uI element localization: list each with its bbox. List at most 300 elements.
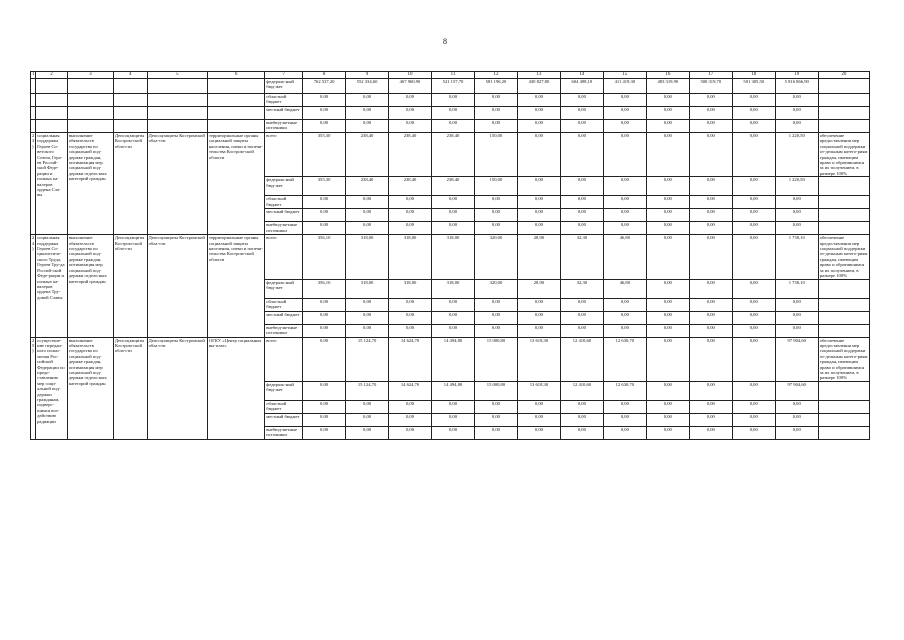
column-number: 10 (389, 72, 432, 79)
empty-cell (67, 107, 113, 120)
carry-row (31, 120, 870, 133)
column-number: 20 (818, 72, 869, 79)
item-result: обеспечение предоставления мер социальной поддержки от-дельным катего-риям граждан, имеющим право и обратившимся за их получением, в размере 100% (818, 235, 869, 279)
item-goal: выполнение обязательств государства по социальной под-держке граждан, оптимизация мер социальной под-держки отдель-ных категорий граждан (67, 133, 113, 235)
amount-cell: 0,00 (474, 107, 517, 120)
funding-source: областной бюджет (265, 94, 303, 107)
amount-cell: 0,00 (432, 196, 475, 209)
empty-cell (818, 298, 869, 311)
amount-cell: 0,00 (432, 426, 475, 439)
column-number: 18 (732, 72, 775, 79)
amount-cell: 0,00 (303, 107, 346, 120)
amount-cell: 318,00 (346, 279, 389, 298)
column-number: 15 (603, 72, 646, 79)
amount-cell: 0,00 (474, 120, 517, 133)
amount-cell: 97 904,60 (775, 337, 818, 381)
empty-cell (67, 79, 113, 94)
amount-cell: 0,00 (603, 177, 646, 196)
amount-cell: 0,00 (389, 120, 432, 133)
amount-cell: 0,00 (389, 196, 432, 209)
amount-cell: 0,00 (646, 107, 689, 120)
amount-cell: 0,00 (517, 298, 560, 311)
amount-cell: 0,00 (689, 196, 732, 209)
amount-cell: 0,00 (560, 413, 603, 426)
empty-cell (113, 79, 147, 94)
amount-cell: 356,10 (303, 279, 346, 298)
amount-cell: 430 827,80 (517, 79, 560, 94)
item-result: обеспечение предоставления мер социальной поддержки от-дельным катего-риям граждан, имеющим право и обратившимся за их получением, в размере 100% (818, 337, 869, 381)
column-number: 17 (689, 72, 732, 79)
amount-cell: 604 498,10 (560, 79, 603, 94)
amount-cell: 0,00 (646, 222, 689, 235)
amount-cell: 0,00 (474, 196, 517, 209)
amount-cell: 0,00 (646, 426, 689, 439)
amount-cell: 0,00 (646, 324, 689, 337)
item-name: осуществле-ние передан-ного полно-мочия Рос-сийской Федерации по предо-ставлению мер соци-альной под-держки гражданам, подверг-шимся воз-действию радиации (36, 337, 68, 439)
empty-cell (818, 177, 869, 196)
column-number: 6 (207, 72, 264, 79)
amount-cell: 0,00 (603, 196, 646, 209)
amount-cell: 0,00 (775, 413, 818, 426)
amount-cell: 0,00 (689, 311, 732, 324)
funding-source: федераль-ный бюд-жет (265, 381, 303, 400)
empty-cell (818, 107, 869, 120)
empty-cell (36, 107, 68, 120)
empty-cell (36, 94, 68, 107)
amount-cell: 28,90 (517, 235, 560, 279)
amount-cell: 0,00 (732, 324, 775, 337)
empty-cell (36, 120, 68, 133)
amount-cell: 467 960,90 (389, 79, 432, 94)
amount-cell: 0,00 (732, 120, 775, 133)
item-number: 24) (31, 235, 36, 337)
amount-cell: 0,00 (432, 413, 475, 426)
item-result: обеспечение предоставления мер социальной поддержки от-дельным катего-риям граждан, имеющим право и обратившимся за их получением, в размере 100% (818, 133, 869, 177)
amount-cell: 0,00 (517, 120, 560, 133)
amount-cell: 0,00 (474, 413, 517, 426)
amount-cell: 0,00 (732, 107, 775, 120)
amount-cell: 0,00 (303, 209, 346, 222)
amount-cell: 0,00 (517, 324, 560, 337)
amount-cell: 0,00 (389, 400, 432, 413)
amount-cell: 552 334,60 (346, 79, 389, 94)
amount-cell: 0,00 (303, 324, 346, 337)
column-number: 5 (147, 72, 207, 79)
empty-cell (818, 400, 869, 413)
column-number: 1 (32, 72, 35, 78)
amount-cell: 0,00 (389, 311, 432, 324)
column-number: 7 (265, 72, 303, 79)
amount-cell: 0,00 (432, 120, 475, 133)
column-number: 4 (113, 72, 147, 79)
amount-cell: 15 000,80 (474, 381, 517, 400)
amount-cell: 0,00 (775, 311, 818, 324)
amount-cell: 0,00 (646, 196, 689, 209)
amount-cell: 0,00 (646, 120, 689, 133)
amount-cell: 0,00 (432, 400, 475, 413)
amount-cell: 0,00 (303, 298, 346, 311)
amount-cell: 0,00 (646, 235, 689, 279)
amount-cell: 1 738,10 (775, 279, 818, 298)
amount-cell: 0,00 (689, 107, 732, 120)
amount-cell: 0,00 (689, 235, 732, 279)
amount-cell: 0,00 (389, 222, 432, 235)
amount-cell: 0,00 (732, 381, 775, 400)
amount-cell: 0,00 (689, 177, 732, 196)
amount-cell: 0,00 (346, 413, 389, 426)
amount-cell: 0,00 (732, 400, 775, 413)
amount-cell: 0,00 (646, 209, 689, 222)
amount-cell: 15 124,70 (346, 381, 389, 400)
amount-cell: 0,00 (346, 400, 389, 413)
amount-cell: 0,00 (646, 413, 689, 426)
amount-cell: 14 624,70 (389, 337, 432, 381)
amount-cell: 0,00 (560, 107, 603, 120)
amount-cell: 0,00 (689, 413, 732, 426)
amount-cell: 0,00 (432, 324, 475, 337)
amount-cell: 0,00 (732, 209, 775, 222)
amount-cell: 238,40 (346, 133, 389, 177)
amount-cell: 0,00 (517, 400, 560, 413)
amount-cell: 0,00 (689, 133, 732, 177)
amount-cell: 0,00 (775, 400, 818, 413)
amount-cell: 238,40 (389, 177, 432, 196)
empty-cell (818, 209, 869, 222)
amount-cell: 0,00 (432, 209, 475, 222)
amount-cell: 0,00 (560, 133, 603, 177)
amount-cell: 238,40 (432, 133, 475, 177)
empty-cell (207, 94, 264, 107)
amount-cell: 0,00 (775, 196, 818, 209)
amount-cell: 0,00 (474, 209, 517, 222)
amount-cell: 0,00 (303, 222, 346, 235)
item-total-row (31, 337, 870, 381)
item-participants: ОГКУ «Центр социальных вы-плат» (207, 337, 264, 439)
item-participants: территориальные органы социальной защиты населения, опеки и попечи-тельства Костром-ской области (207, 235, 264, 337)
amount-cell: 521 157,70 (432, 79, 475, 94)
amount-cell: 1 220,50 (775, 133, 818, 177)
amount-cell: 0,00 (603, 107, 646, 120)
amount-cell: 46,80 (603, 235, 646, 279)
amount-cell: 0,00 (346, 120, 389, 133)
amount-cell: 46,80 (603, 279, 646, 298)
amount-cell: 0,00 (603, 209, 646, 222)
amount-cell: 0,00 (603, 120, 646, 133)
amount-cell: 0,00 (346, 324, 389, 337)
amount-cell: 0,00 (560, 324, 603, 337)
amount-cell: 12 410,60 (560, 381, 603, 400)
amount-cell: 483 319,90 (646, 79, 689, 94)
amount-cell: 0,00 (560, 196, 603, 209)
amount-cell: 0,00 (646, 311, 689, 324)
empty-cell (818, 426, 869, 439)
amount-cell: 0,00 (775, 298, 818, 311)
empty-cell (147, 120, 207, 133)
amount-cell: 0,00 (517, 209, 560, 222)
amount-cell: 0,00 (560, 94, 603, 107)
amount-cell: 320,00 (474, 235, 517, 279)
item-number: 25) (31, 337, 36, 439)
amount-cell: 581 196,20 (474, 79, 517, 94)
amount-cell: 0,00 (474, 426, 517, 439)
amount-cell: 0,00 (560, 120, 603, 133)
column-number: 2 (36, 72, 68, 79)
funding-source: всего (265, 133, 303, 177)
amount-cell: 0,00 (732, 235, 775, 279)
empty-cell (818, 413, 869, 426)
funding-source: всего (265, 235, 303, 279)
amount-cell: 0,00 (303, 120, 346, 133)
empty-cell (36, 79, 68, 94)
amount-cell: 0,00 (732, 311, 775, 324)
amount-cell: 0,00 (689, 94, 732, 107)
amount-cell: 15 000,80 (474, 337, 517, 381)
amount-cell: 12 630,70 (603, 381, 646, 400)
amount-cell: 0,00 (432, 298, 475, 311)
amount-cell: 0,00 (346, 426, 389, 439)
amount-cell: 0,00 (560, 222, 603, 235)
amount-cell: 355,30 (303, 177, 346, 196)
amount-cell: 5 816 866,90 (775, 79, 818, 94)
amount-cell: 0,00 (303, 413, 346, 426)
amount-cell: 0,00 (603, 222, 646, 235)
column-number: 16 (646, 72, 689, 79)
empty-cell (818, 311, 869, 324)
empty-cell (818, 120, 869, 133)
amount-cell: 1 738,10 (775, 235, 818, 279)
amount-cell: 0,00 (432, 94, 475, 107)
column-number: 9 (346, 72, 389, 79)
empty-cell (147, 79, 207, 94)
amount-cell: 0,00 (389, 413, 432, 426)
amount-cell: 0,00 (775, 94, 818, 107)
column-number: 12 (474, 72, 517, 79)
amount-cell: 0,00 (732, 413, 775, 426)
amount-cell: 0,00 (560, 209, 603, 222)
amount-cell: 0,00 (303, 426, 346, 439)
amount-cell: 0,00 (603, 413, 646, 426)
amount-cell: 0,00 (303, 311, 346, 324)
amount-cell: 0,00 (732, 94, 775, 107)
amount-cell: 0,00 (732, 133, 775, 177)
funding-source: всего (265, 337, 303, 381)
empty-cell (113, 94, 147, 107)
empty-cell (818, 196, 869, 209)
amount-cell: 0,00 (474, 298, 517, 311)
amount-cell: 0,00 (689, 279, 732, 298)
funding-source: местный бюджет (265, 209, 303, 222)
amount-cell: 0,00 (517, 311, 560, 324)
amount-cell: 411 419,30 (603, 79, 646, 94)
amount-cell: 13 618,30 (517, 381, 560, 400)
amount-cell: 13 618,30 (517, 337, 560, 381)
funding-source: местный бюджет (265, 311, 303, 324)
amount-cell: 0,00 (603, 298, 646, 311)
program-table (30, 71, 870, 440)
item-executor: Депсоцзащиты Костромской обла-сти (147, 337, 207, 439)
amount-cell: 0,00 (646, 133, 689, 177)
amount-cell: 12 410,60 (560, 337, 603, 381)
amount-cell: 0,00 (474, 324, 517, 337)
amount-cell: 150,00 (474, 177, 517, 196)
amount-cell: 0,00 (732, 196, 775, 209)
amount-cell: 0,00 (517, 196, 560, 209)
carry-row (31, 107, 870, 120)
amount-cell: 14 494,80 (432, 381, 475, 400)
amount-cell: 0,00 (517, 413, 560, 426)
funding-source: внебюд-жетные источники (265, 120, 303, 133)
funding-source: внебюд-жетные источники (265, 222, 303, 235)
amount-cell: 0,00 (732, 177, 775, 196)
amount-cell: 0,00 (560, 177, 603, 196)
empty-cell (818, 279, 869, 298)
amount-cell: 0,00 (732, 337, 775, 381)
empty-cell (207, 79, 264, 94)
amount-cell: 0,00 (775, 107, 818, 120)
amount-cell: 0,00 (689, 222, 732, 235)
amount-cell: 0,00 (732, 222, 775, 235)
amount-cell: 0,00 (517, 426, 560, 439)
amount-cell: 0,00 (646, 381, 689, 400)
empty-cell (818, 79, 869, 94)
amount-cell: 0,00 (346, 209, 389, 222)
amount-cell: 355,30 (303, 133, 346, 177)
amount-cell: 0,00 (775, 426, 818, 439)
amount-cell: 356,10 (303, 235, 346, 279)
amount-cell: 0,00 (517, 177, 560, 196)
empty-cell (113, 107, 147, 120)
amount-cell: 0,00 (389, 324, 432, 337)
amount-cell: 0,00 (389, 107, 432, 120)
amount-cell: 0,00 (689, 400, 732, 413)
amount-cell: 0,00 (303, 400, 346, 413)
amount-cell: 0,00 (389, 298, 432, 311)
amount-cell: 97 904,60 (775, 381, 818, 400)
amount-cell: 0,00 (474, 222, 517, 235)
amount-cell: 318,00 (432, 235, 475, 279)
amount-cell: 0,00 (346, 196, 389, 209)
carry-row (31, 94, 870, 107)
amount-cell: 0,00 (303, 337, 346, 381)
amount-cell: 0,00 (732, 426, 775, 439)
amount-cell: 0,00 (603, 324, 646, 337)
amount-cell: 0,00 (603, 426, 646, 439)
amount-cell: 0,00 (389, 426, 432, 439)
item-executor: Депсоцзащиты Костромской обла-сти (147, 133, 207, 235)
amount-cell: 0,00 (603, 311, 646, 324)
amount-cell: 1 220,50 (775, 177, 818, 196)
column-number: 11 (432, 72, 475, 79)
amount-cell: 0,00 (517, 133, 560, 177)
item-coordinator: Депсоцзащиты Костром-ской обла-сти (113, 235, 147, 337)
amount-cell: 762 527,20 (303, 79, 346, 94)
empty-cell (207, 107, 264, 120)
amount-cell: 501 305,50 (732, 79, 775, 94)
amount-cell: 0,00 (603, 400, 646, 413)
item-executor: Депсоцзащиты Костромской обла-сти (147, 235, 207, 337)
empty-cell (818, 381, 869, 400)
amount-cell: 0,00 (346, 222, 389, 235)
item-name: социальная поддержка Героев Со-ветского Союза, Геро-ев Россий-ской Феде-рации и полных ка-валеров ордена Сла-вы (36, 133, 68, 235)
amount-cell: 0,00 (346, 311, 389, 324)
amount-cell: 28,90 (517, 279, 560, 298)
column-number: 8 (303, 72, 346, 79)
item-goal: выполнение обязательств государства по социальной под-держке граждан, оптимизация мер социальной под-держки отдель-ных категорий граждан (67, 235, 113, 337)
column-number: 19 (775, 72, 818, 79)
item-participants: территориальные органы социальной защиты населения, опеки и попечи-тельства Костром-ской области (207, 133, 264, 235)
amount-cell: 12 630,70 (603, 337, 646, 381)
amount-cell: 0,00 (517, 107, 560, 120)
amount-cell: 0,00 (303, 196, 346, 209)
empty-cell (67, 94, 113, 107)
amount-cell: 318,00 (346, 235, 389, 279)
amount-cell: 0,00 (389, 209, 432, 222)
amount-cell: 0,00 (689, 209, 732, 222)
amount-cell: 0,00 (646, 337, 689, 381)
amount-cell: 0,00 (775, 324, 818, 337)
item-number: 23) (31, 133, 36, 235)
amount-cell: 0,00 (303, 381, 346, 400)
funding-source: областной бюджет (265, 298, 303, 311)
empty-cell (147, 107, 207, 120)
funding-source: федераль-ный бюд-жет (265, 279, 303, 298)
column-number: 3 (67, 72, 113, 79)
amount-cell: 0,00 (732, 279, 775, 298)
amount-cell: 0,00 (303, 94, 346, 107)
amount-cell: 0,00 (646, 94, 689, 107)
amount-cell: 0,00 (646, 298, 689, 311)
amount-cell: 238,40 (432, 177, 475, 196)
amount-cell: 0,00 (603, 94, 646, 107)
empty-cell (207, 120, 264, 133)
item-name: социальная поддержка Героев Со-циалистиче-ского Труда, Героев Тру-да Россий-ской Феде-рации и полных ка-валеров ордена Тру-довой Славы (36, 235, 68, 337)
item-coordinator: Депсоцзащиты Костром-ской обла-сти (113, 337, 147, 439)
empty-cell (818, 94, 869, 107)
amount-cell: 0,00 (689, 381, 732, 400)
amount-cell: 0,00 (560, 400, 603, 413)
amount-cell: 318,00 (389, 235, 432, 279)
amount-cell: 0,00 (646, 177, 689, 196)
carry-row (31, 79, 870, 94)
amount-cell: 0,00 (689, 324, 732, 337)
amount-cell: 0,00 (432, 107, 475, 120)
empty-cell (818, 324, 869, 337)
item-goal: выполнение обязательств государства по социальной под-держке граждан, оптимизация мер социальной под-держки отдель-ных категорий граждан (67, 337, 113, 439)
page-number: 8 (443, 37, 447, 46)
amount-cell: 0,00 (775, 120, 818, 133)
amount-cell: 32,30 (560, 279, 603, 298)
empty-cell (67, 120, 113, 133)
amount-cell: 0,00 (646, 400, 689, 413)
funding-source: внебюд-жетные источники (265, 324, 303, 337)
amount-cell: 0,00 (432, 222, 475, 235)
funding-source: местный бюджет (265, 107, 303, 120)
amount-cell: 0,00 (732, 298, 775, 311)
amount-cell: 238,40 (346, 177, 389, 196)
amount-cell: 0,00 (560, 426, 603, 439)
amount-cell: 0,00 (346, 107, 389, 120)
amount-cell: 0,00 (560, 298, 603, 311)
amount-cell: 0,00 (689, 298, 732, 311)
empty-cell (818, 222, 869, 235)
amount-cell: 238,40 (389, 133, 432, 177)
amount-cell: 32,30 (560, 235, 603, 279)
amount-cell: 0,00 (389, 94, 432, 107)
amount-cell: 14 494,80 (432, 337, 475, 381)
amount-cell: 0,00 (646, 279, 689, 298)
amount-cell: 0,00 (474, 94, 517, 107)
amount-cell: 0,00 (689, 426, 732, 439)
